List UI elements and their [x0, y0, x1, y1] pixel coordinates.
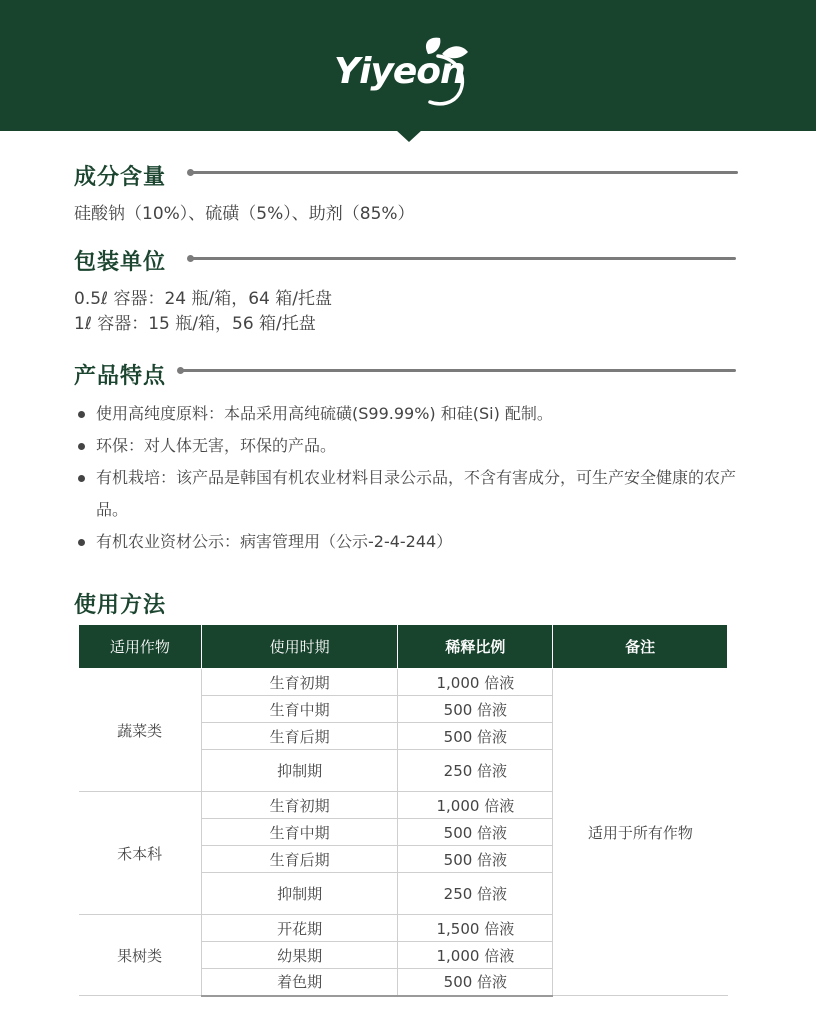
period-cell: 抑制期: [201, 750, 398, 792]
header-notch: [396, 130, 422, 142]
packaging-line: 1ℓ 容器：15 瓶/箱，56 箱/托盘: [74, 314, 316, 334]
ratio-cell: 500 倍液: [398, 969, 553, 996]
packaging-line: 0.5ℓ 容器：24 瓶/箱，64 箱/托盘: [74, 289, 332, 309]
ratio-cell: 1,000 倍液: [398, 942, 553, 969]
crop-cell: 果树类: [79, 915, 202, 996]
period-cell: 生育初期: [201, 792, 398, 819]
header-ratio: 稀释比例: [398, 625, 553, 669]
period-cell: 着色期: [201, 969, 398, 996]
header-crop: 适用作物: [79, 625, 202, 669]
ingredients-text: 硅酸钠（10%）、硫磺（5%）、助剂（85%）: [74, 204, 415, 224]
ingredients-divider: [190, 171, 738, 174]
ratio-cell: 1,500 倍液: [398, 915, 553, 942]
usage-table: [78, 624, 728, 997]
header-banner: [0, 0, 816, 131]
period-cell: 生育初期: [201, 669, 398, 696]
list-item: 环保：对人体无害，环保的产品。: [78, 430, 758, 462]
features-title: 产品特点: [74, 364, 167, 389]
header-note: 备注: [553, 625, 728, 669]
list-item: 有机栽培：该产品是韩国有机农业材料目录公示品，不含有害成分，可生产安全健康的农产品。: [78, 462, 758, 526]
header-period: 使用时期: [201, 625, 398, 669]
ingredients-title: 成分含量: [74, 165, 167, 190]
period-cell: 生育后期: [201, 723, 398, 750]
ratio-cell: 1,000 倍液: [398, 792, 553, 819]
logo-wordmark: Yiyeon: [334, 51, 465, 92]
crop-cell: 禾本科: [79, 792, 202, 915]
list-item: 有机农业资材公示：病害管理用（公示-2-4-244）: [78, 526, 758, 558]
ratio-cell: 500 倍液: [398, 696, 553, 723]
period-cell: 幼果期: [201, 942, 398, 969]
features-divider: [180, 369, 736, 372]
features-list: [78, 398, 758, 558]
ratio-cell: 500 倍液: [398, 819, 553, 846]
period-cell: 生育中期: [201, 696, 398, 723]
period-cell: 抑制期: [201, 873, 398, 915]
table-row: [79, 669, 728, 696]
ratio-cell: 500 倍液: [398, 723, 553, 750]
period-cell: 生育后期: [201, 846, 398, 873]
ratio-cell: 500 倍液: [398, 846, 553, 873]
crop-cell: 蔬菜类: [79, 669, 202, 792]
ratio-cell: 250 倍液: [398, 873, 553, 915]
list-item: 使用高纯度原料：本品采用高纯硫磺(S99.99%) 和硅(Si) 配制。: [78, 398, 758, 430]
note-cell: 适用于所有作物: [553, 669, 728, 996]
ratio-cell: 250 倍液: [398, 750, 553, 792]
ratio-cell: 1,000 倍液: [398, 669, 553, 696]
packaging-title: 包装单位: [74, 250, 167, 275]
period-cell: 生育中期: [201, 819, 398, 846]
yiyeon-logo: [330, 34, 480, 114]
packaging-divider: [190, 257, 736, 260]
table-header-row: [79, 625, 728, 669]
period-cell: 开花期: [201, 915, 398, 942]
usage-title: 使用方法: [74, 593, 167, 618]
